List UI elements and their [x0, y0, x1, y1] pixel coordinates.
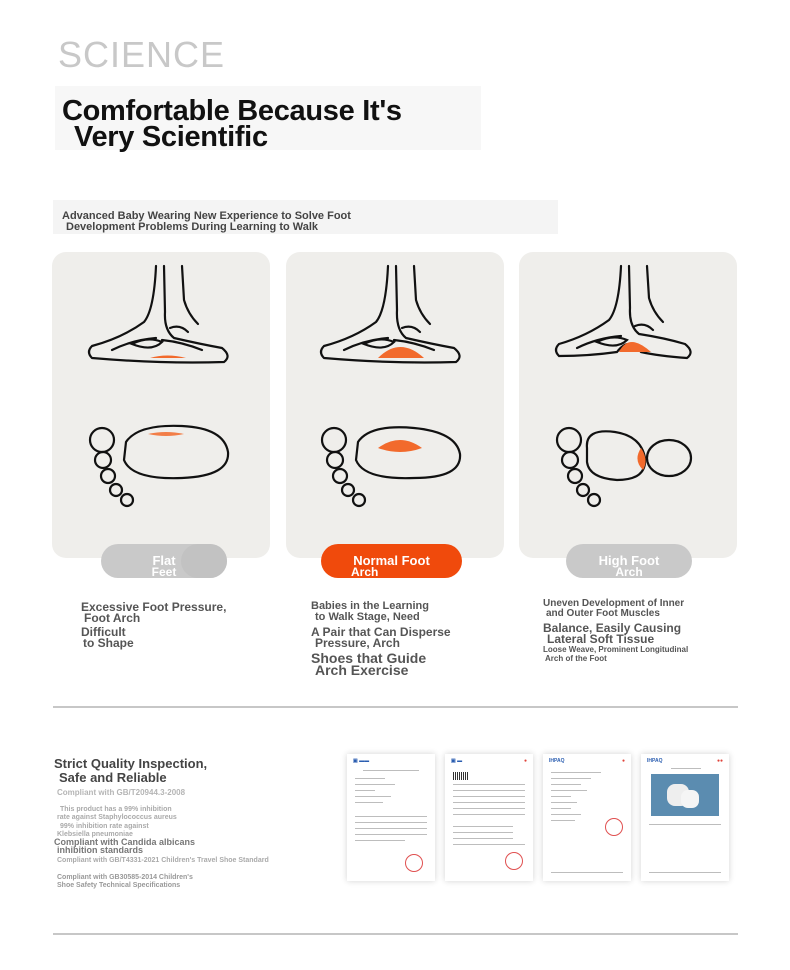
flat-feet-description: [81, 602, 226, 649]
title-line-2: Very Scientific: [74, 121, 268, 153]
quality-item: Klebsiella pneumoniae: [57, 831, 133, 838]
quality-item: Compliant with GB/T4331-2021 Children's Travel Shoe Standard: [57, 857, 269, 864]
foot-card-normal: [286, 252, 504, 558]
normal-desc-line: Arch Exercise: [315, 662, 409, 678]
normal-desc-line: Babies in the Learning: [311, 600, 429, 612]
normal-arch-pill: [321, 544, 462, 578]
certificate-2: ▣ ▬ ●: [445, 754, 533, 881]
flat-feet-pill-label: Flat: [152, 553, 176, 568]
bottom-divider: [53, 933, 738, 935]
foot-card-flat: [52, 252, 270, 558]
page-title: [62, 95, 402, 153]
section-label: SCIENCE: [58, 34, 226, 75]
flat-desc-line: Difficult: [81, 625, 126, 639]
normal-desc-line: Shoes that Guide: [311, 650, 427, 666]
normal-arch-pill-label-2: Arch: [351, 565, 379, 579]
report-document-icon: ▣ ▬: [451, 758, 463, 764]
report-document-icon: IHPAQ: [549, 758, 565, 764]
flat-desc-line: Foot Arch: [84, 611, 141, 625]
quality-item: 99% inhibition rate against: [60, 823, 149, 830]
high-arch-pill-label: High Foot: [598, 553, 660, 568]
report-photo-document-icon: IHPAQ: [647, 758, 663, 764]
foot-card-high: [519, 252, 737, 558]
certificate-3: IHPAQ ●: [543, 754, 631, 881]
normal-arch-description: [311, 601, 501, 676]
high-desc-line: Uneven Development of Inner: [543, 598, 685, 609]
high-arch-pill-label-2: Arch: [615, 565, 643, 579]
high-arch-pill: [566, 544, 692, 578]
report-document-icon: ▣ ▬▬: [353, 758, 370, 764]
flat-desc-line: Excessive Foot Pressure,: [81, 600, 227, 614]
shoe-photo: [651, 774, 719, 816]
subtitle-line-1: Advanced Baby Wearing New Experience to Solve Foot: [62, 210, 351, 222]
high-arch-description: [543, 599, 743, 663]
high-arch-illustration: [519, 252, 737, 558]
quality-item: inhibition standards: [57, 845, 144, 855]
normal-foot-illustration: [286, 252, 504, 558]
high-desc-line: Arch of the Foot: [545, 654, 607, 663]
quality-item: Compliant with GB30585-2014 Children's: [57, 874, 193, 881]
quality-item: Compliant with Candida albicans: [54, 837, 196, 847]
flat-feet-pill-overlay: [181, 544, 227, 578]
quality-item: Shoe Safety Technical Specifications: [57, 882, 181, 889]
section-divider: [53, 706, 738, 708]
quality-title-line-1: Strict Quality Inspection,: [54, 756, 208, 771]
quality-title: [54, 757, 207, 785]
title-line-1: Comfortable Because It's: [62, 95, 402, 127]
high-desc-line: and Outer Foot Muscles: [546, 608, 660, 619]
quality-item: Compliant with GB/T20944.3-2008: [57, 788, 186, 797]
flat-feet-pill-label-2: Feet: [151, 565, 177, 579]
high-desc-line: Lateral Soft Tissue: [547, 632, 655, 646]
quality-title-line-2: Safe and Reliable: [59, 770, 167, 785]
page-subtitle: [62, 211, 351, 233]
high-desc-line: Balance, Easily Causing: [543, 621, 682, 635]
normal-desc-line: to Walk Stage, Need: [315, 611, 420, 623]
quality-item: rate against Staphylococcus aureus: [57, 814, 177, 821]
subtitle-line-2: Development Problems During Learning to Walk: [66, 221, 319, 233]
normal-desc-line: Pressure, Arch: [315, 636, 400, 650]
flat-foot-illustration: [52, 252, 270, 558]
flat-desc-line: to Shape: [83, 636, 134, 650]
normal-arch-pill-label: Normal Foot: [353, 553, 430, 568]
certificate-1: [347, 754, 435, 881]
quality-item: This product has a 99% inhibition: [60, 806, 172, 813]
certificate-4: IHPAQ ●●: [641, 754, 729, 881]
high-desc-line: Loose Weave, Prominent Longitudinal: [543, 645, 689, 654]
normal-desc-line: A Pair that Can Disperse: [311, 625, 451, 639]
